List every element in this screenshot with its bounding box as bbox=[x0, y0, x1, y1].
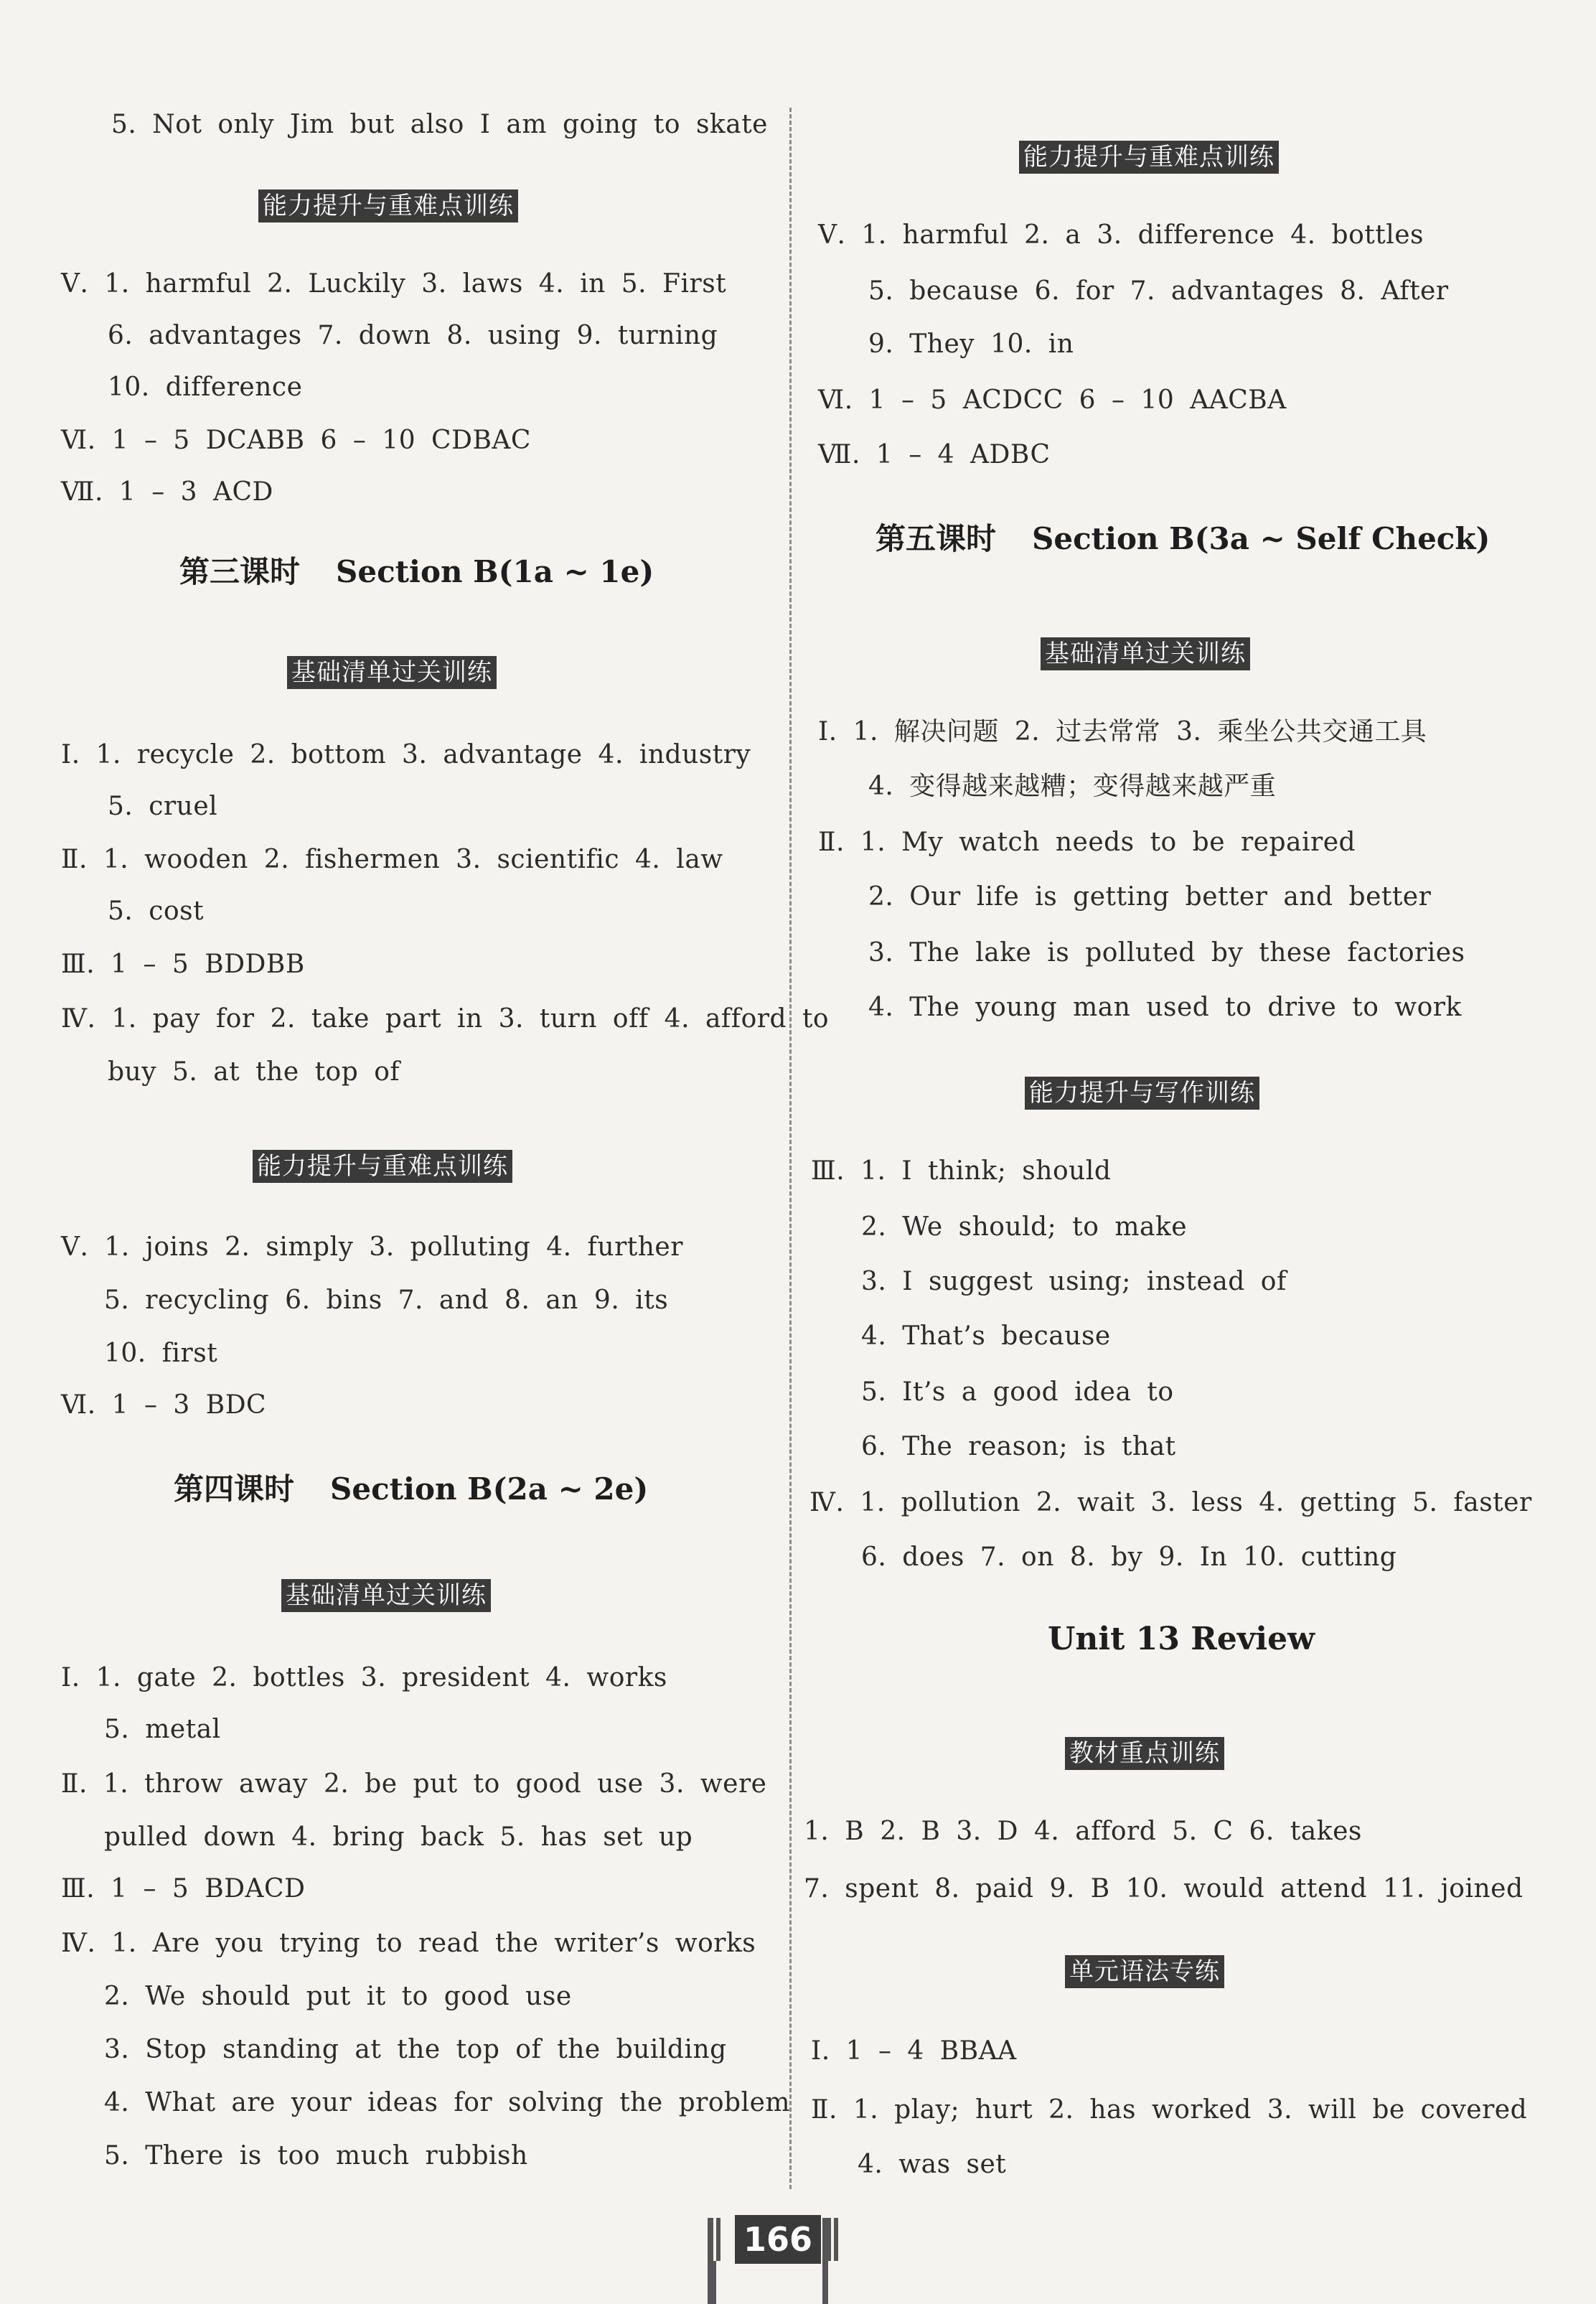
section-banner: 单元语法专练 bbox=[1065, 1955, 1224, 1988]
section-banner: 能力提升与重难点训练 bbox=[253, 1150, 512, 1183]
answer-line: 5. because 6. for 7. advantages 8. After bbox=[868, 276, 1449, 306]
answer-line: 6. The reason; is that bbox=[861, 1432, 1176, 1461]
answer-line: Ⅶ. 1 – 3 ACD bbox=[61, 477, 273, 507]
answer-line: Ⅰ. 1. gate 2. bottles 3. president 4. works bbox=[61, 1663, 667, 1692]
section-banner: 基础清单过关训练 bbox=[281, 1579, 491, 1612]
section-banner: 能力提升与写作训练 bbox=[1025, 1077, 1259, 1110]
answer-line: 10. first bbox=[104, 1339, 218, 1368]
answer-line: 6. advantages 7. down 8. using 9. turning bbox=[108, 321, 718, 350]
lesson-heading-cn: 第三课时 bbox=[179, 554, 301, 589]
section-banner: 基础清单过关训练 bbox=[1041, 637, 1250, 670]
answer-line: Ⅰ. 1. recycle 2. bottom 3. advantage 4. industry bbox=[61, 740, 751, 769]
page-number-badge bbox=[708, 2215, 848, 2264]
answer-line: 2. We should; to make bbox=[861, 1212, 1188, 1242]
answer-line: Ⅲ. 1 – 5 BDACD bbox=[61, 1874, 306, 1903]
answer-line: 5. Not only Jim but also I am going to skate bbox=[111, 110, 768, 139]
answer-line: 9. They 10. in bbox=[868, 329, 1074, 359]
section-banner: 基础清单过关训练 bbox=[287, 656, 497, 689]
answer-line: 4. The young man used to drive to work bbox=[868, 993, 1462, 1022]
column-divider bbox=[789, 108, 792, 2189]
lesson-heading-en: Section B(1a ~ 1e) bbox=[336, 554, 654, 589]
answer-line: 2. We should put it to good use bbox=[104, 1982, 572, 2011]
lesson-heading-en: Section B(2a ~ 2e) bbox=[330, 1471, 649, 1507]
answer-line: Ⅳ. 1. Are you trying to read the writer’s works bbox=[61, 1929, 756, 1958]
lesson-heading bbox=[179, 553, 654, 591]
answer-line: Ⅱ. 1. My watch needs to be repaired bbox=[818, 828, 1356, 857]
answer-line: Ⅵ. 1 – 5 ACDCC 6 – 10 AACBA bbox=[818, 385, 1287, 415]
answer-line: 5. It’s a good idea to bbox=[861, 1377, 1174, 1407]
section-banner: 能力提升与重难点训练 bbox=[258, 189, 518, 223]
answer-line: pulled down 4. bring back 5. has set up bbox=[104, 1822, 693, 1852]
answer-line: 2. Our life is getting better and better bbox=[868, 882, 1432, 912]
page-number-decoration bbox=[822, 2218, 848, 2261]
answer-line: 7. spent 8. paid 9. B 10. would attend 11. joined bbox=[804, 1874, 1524, 1903]
answer-line: Ⅴ. 1. harmful 2. Luckily 3. laws 4. in 5. First bbox=[61, 269, 727, 299]
lesson-heading-en: Section B(3a ~ Self Check) bbox=[1032, 521, 1491, 556]
unit-review-title: Unit 13 Review bbox=[1048, 1621, 1315, 1657]
answer-line: buy 5. at the top of bbox=[108, 1057, 400, 1087]
answer-line: Ⅴ. 1. harmful 2. a 3. difference 4. bottles bbox=[818, 220, 1424, 250]
lesson-heading-cn: 第五课时 bbox=[876, 521, 997, 556]
answer-line: Ⅱ. 1. throw away 2. be put to good use 3. were bbox=[61, 1769, 767, 1799]
answer-line: 3. The lake is polluted by these factories bbox=[868, 938, 1465, 968]
answer-line: Ⅰ. 1. 解决问题 2. 过去常常 3. 乘坐公共交通工具 bbox=[818, 717, 1427, 746]
answer-line: Ⅴ. 1. joins 2. simply 3. polluting 4. further bbox=[61, 1232, 683, 1262]
answer-line: Ⅲ. 1. I think; should bbox=[811, 1156, 1112, 1186]
answer-line: 3. I suggest using; instead of bbox=[861, 1267, 1287, 1296]
answer-line: 4. 变得越来越糟；变得越来越严重 bbox=[868, 772, 1277, 801]
answer-line: Ⅵ. 1 – 5 DCABB 6 – 10 CDBAC bbox=[61, 426, 531, 455]
page-number: 166 bbox=[735, 2215, 821, 2264]
answer-line: 5. cost bbox=[108, 896, 205, 926]
answer-line: Ⅶ. 1 – 4 ADBC bbox=[818, 440, 1051, 469]
answer-line: Ⅲ. 1 – 5 BDDBB bbox=[61, 950, 305, 979]
answer-line: 3. Stop standing at the top of the building bbox=[104, 2035, 727, 2064]
answer-line: 4. That’s because bbox=[861, 1321, 1111, 1351]
lesson-heading bbox=[174, 1470, 648, 1509]
answer-line: 5. There is too much rubbish bbox=[104, 2141, 528, 2170]
answer-line: Ⅱ. 1. wooden 2. fishermen 3. scientific 4. law bbox=[61, 845, 723, 874]
answer-line: 4. What are your ideas for solving the problem bbox=[104, 2088, 791, 2117]
section-banner: 教材重点训练 bbox=[1065, 1737, 1224, 1770]
answer-line: Ⅵ. 1 – 3 BDC bbox=[61, 1390, 267, 1420]
answer-line: 1. B 2. B 3. D 4. afford 5. C 6. takes bbox=[804, 1817, 1362, 1846]
answer-line: 10. difference bbox=[108, 373, 303, 402]
answer-line: 5. cruel bbox=[108, 792, 218, 821]
answer-line: Ⅳ. 1. pay for 2. take part in 3. turn off 4. afford to bbox=[61, 1004, 830, 1034]
page-number-decoration bbox=[708, 2218, 733, 2261]
answer-line: Ⅰ. 1 – 4 BBAA bbox=[811, 2036, 1017, 2066]
answer-line: 6. does 7. on 8. by 9. In 10. cutting bbox=[861, 1542, 1397, 1572]
section-banner: 能力提升与重难点训练 bbox=[1019, 141, 1279, 174]
answer-line: 4. was set bbox=[858, 2150, 1007, 2179]
answer-line: Ⅱ. 1. play; hurt 2. has worked 3. will be covered bbox=[811, 2095, 1528, 2125]
answer-line: 5. metal bbox=[104, 1715, 221, 1744]
answer-line: 5. recycling 6. bins 7. and 8. an 9. its bbox=[104, 1286, 669, 1315]
lesson-heading-cn: 第四课时 bbox=[174, 1471, 295, 1507]
answer-line: Ⅳ. 1. pollution 2. wait 3. less 4. getting 5. faster bbox=[809, 1488, 1532, 1517]
lesson-heading bbox=[876, 520, 1490, 558]
